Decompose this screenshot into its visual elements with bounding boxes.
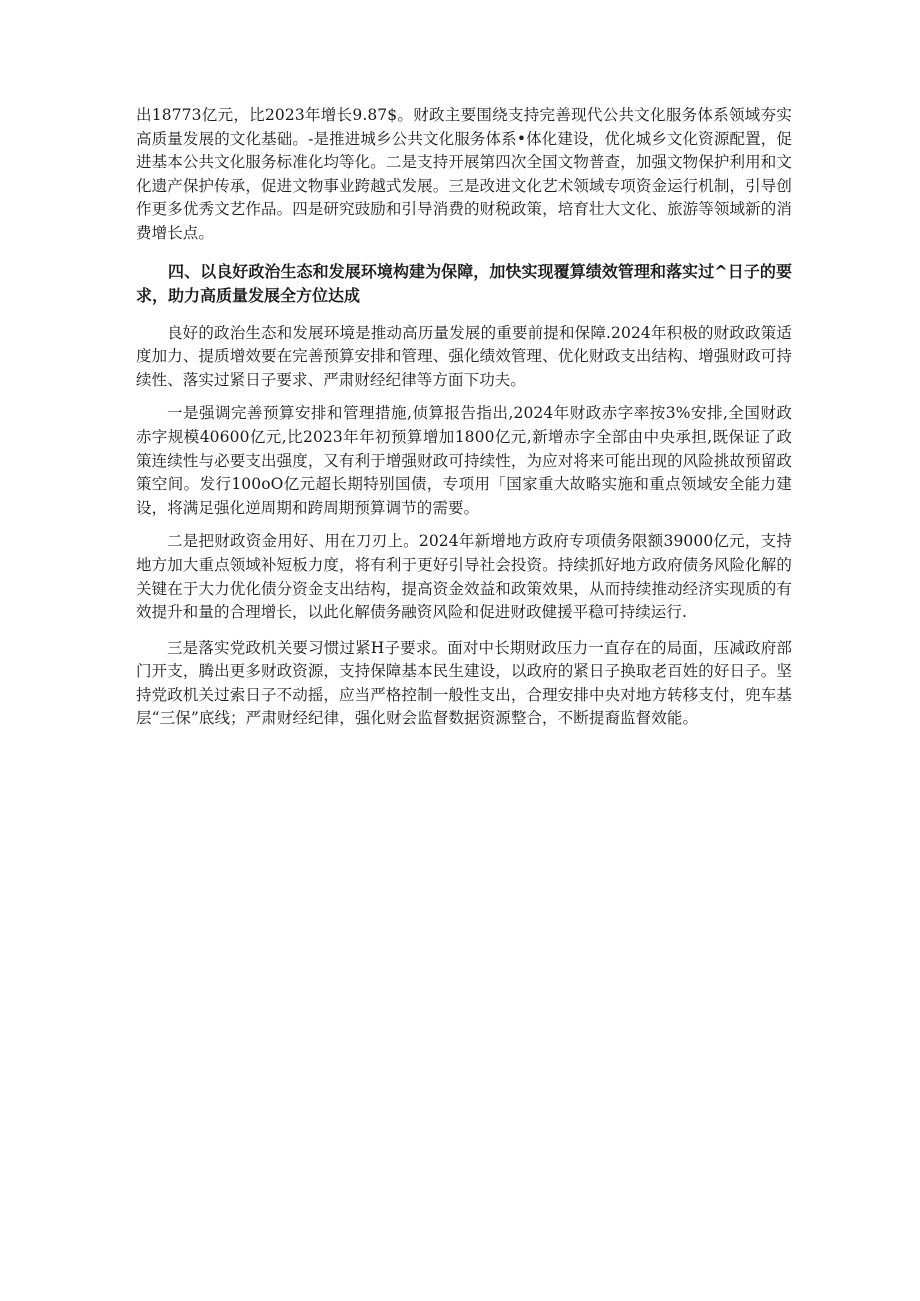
paragraph-budget-arrangement: 一是强调完善预算安排和管理措施,侦算报告指出,2024年财政赤字率按3%安排,全国财政赤字规模40600亿元,比2023年年初预算增加1800亿元,新增赤字全部由中央承担,既保证了政策连续性与必要支出强度，又有利于增强财政可持续性，为应对将来可能出现的风险挑故预留政策空间。发行100oO亿元超长期特别国债，专项用「国家重大故略实施和重点领域安全能力建设，将满足强化逆周期和跨周期预算调节的需要。 [136, 404, 792, 517]
paragraph-austerity: 三是落实党政机关要习惯过紧H子要求。面对中长期财政压力一直存在的局面，压减政府部门开支，腾出更多财政资源，支持保障基本民生建设，以政府的紧日子换取老百姓的好日子。坚持党政机关过索日子不动摇，应当严格控制一般性支出，合理安排中央对地方转移支付，兜车基层“三保”底线；严肃财经纪律，强化财会监督数据资源整合，不断提裔监督效能。 [136, 638, 792, 728]
section-heading-four: 四、以良好政治生态和发展环境构建为保障，加快实现覆算绩效管理和落实过^日子的要求，助力高质量发展全方位达成 [136, 261, 792, 305]
paragraph-fund-usage: 二是把财政资金用好、用在刀刃上。2024年新增地方政府专项债务限额39000亿元，支持地方加大重点领域补短板力度，将有利于更好引导社会投资。持续抓好地方政府债务风险化解的关键在于大力优化债分资金支出结构，提高资金效益和政策效果，从而持续推动经济实现质的有效提升和量的合理增长，以此化解债务融资风险和促进财政健援平稳可持续运行. [136, 532, 792, 622]
document-page [136, 104, 792, 731]
paragraph-culture-spending: 出18773亿元，比2023年增长9.87$。财政主要围绕支持完善现代公共文化服务体系领域夯实高质量发展的文化基础。-是推进城乡公共文化服务体系•体化建设，优化城乡文化资源配置，促进基本公共文化服务标准化均等化。二是支持开展第四次全国文物普查，加强文物保护利用和文化遗产保护传承，促进文物事业跨越式发展。三是改进文化艺术领域专项资金运行机制，引导创作更多优秀文艺作品。四是研究豉励和引导消费的财税政策，培育壮大文化、旅游等领域新的消费增长点。 [136, 106, 792, 242]
paragraph-political-ecology: 良好的政治生态和发展环境是推动高历量发展的重要前提和保障.2024年积极的财政政策适度加力、提质增效要在完善预算安排和管理、强化绩效管理、优化财政支出结构、增强财政可持续性、落实过紧日子要求、严肃财经纪律等方面下功夫。 [136, 323, 792, 389]
